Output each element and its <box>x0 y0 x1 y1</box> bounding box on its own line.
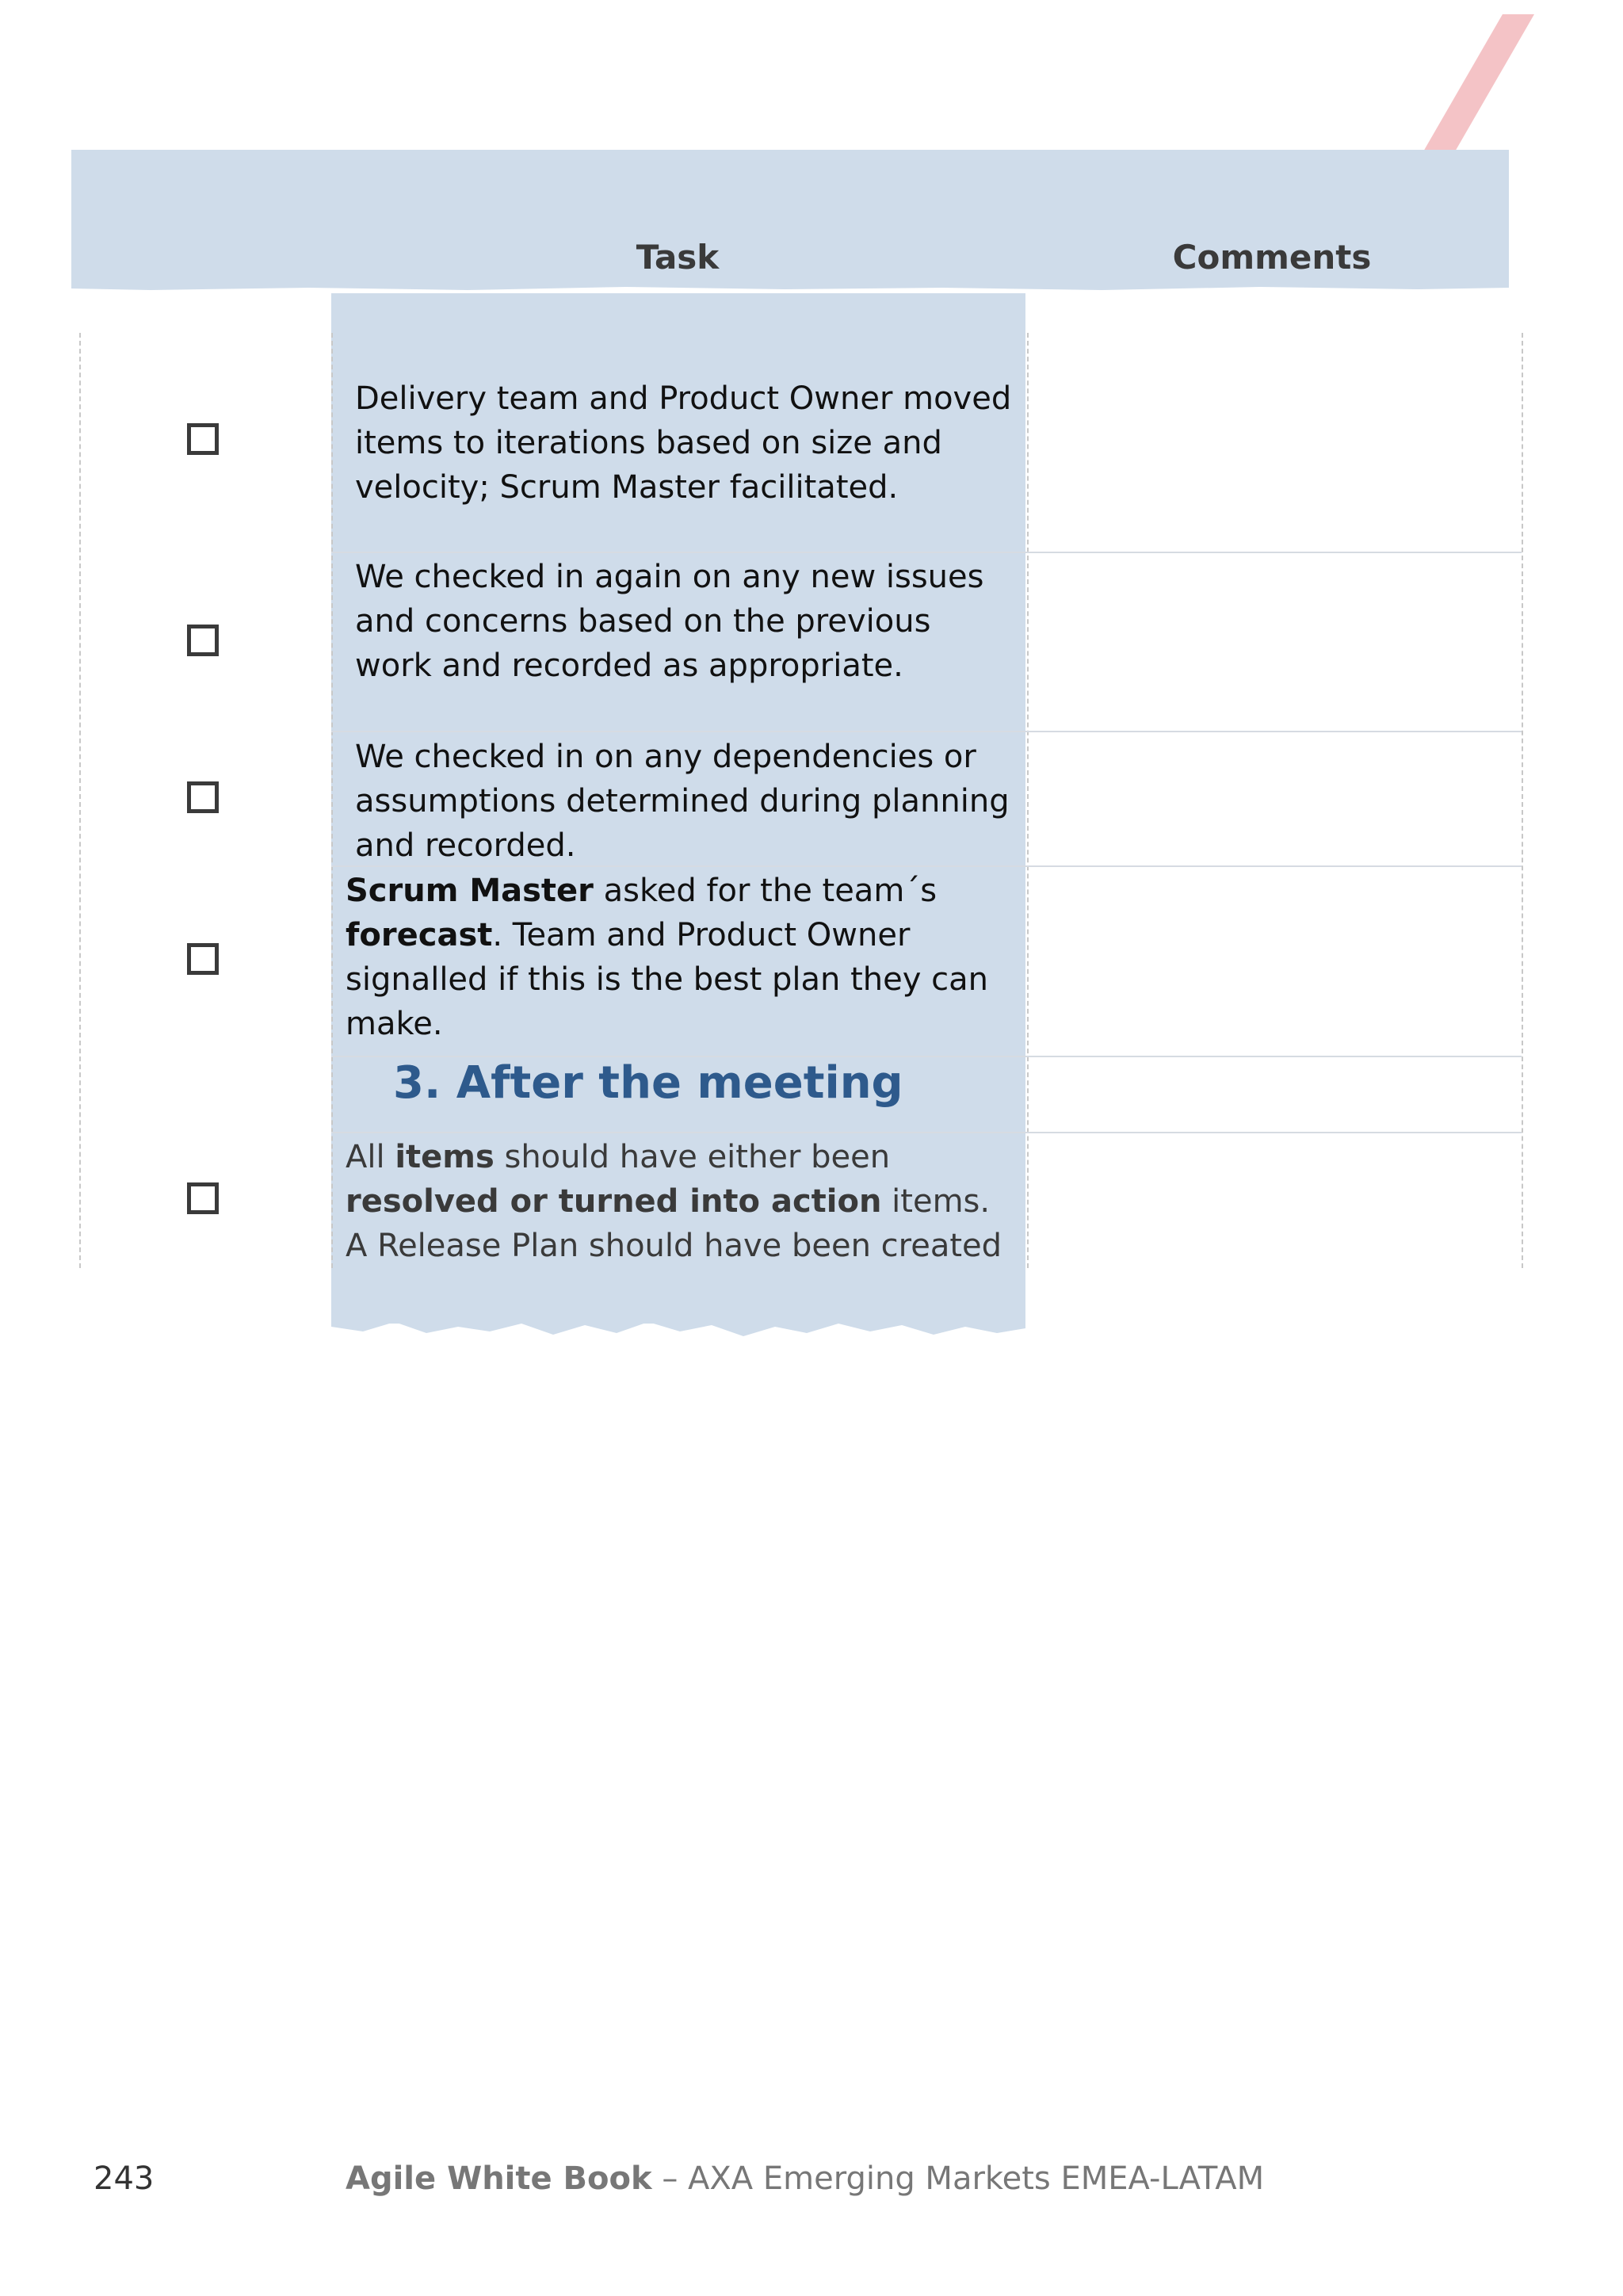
table-divider-task <box>331 333 333 1268</box>
task-checkbox-2[interactable] <box>187 625 219 656</box>
table-border-left <box>79 333 81 1268</box>
torn-edge-bottom <box>331 1309 1025 1338</box>
task-text-4-bold-forecast: forecast <box>346 917 493 953</box>
column-header-comments: Comments <box>1172 238 1372 277</box>
after-text-segment: should have either been <box>494 1139 891 1175</box>
footer-title <box>346 2160 1264 2197</box>
task-text-4 <box>346 869 1011 1046</box>
table-border-right <box>1522 333 1523 1268</box>
corner-decoration <box>1423 14 1534 153</box>
row-divider <box>331 1132 1522 1133</box>
task-text-4-segment: . Team and Product Owner signalled if this is the best plan they can make. <box>346 917 988 1042</box>
task-text-4-segment: asked for the team´s <box>593 873 938 909</box>
page-number: 243 <box>94 2160 155 2197</box>
section-title: 3. After the meeting <box>393 1057 903 1109</box>
after-text-bold-items: items <box>395 1139 495 1175</box>
row-divider <box>331 552 1522 553</box>
column-header-task: Task <box>636 238 720 277</box>
torn-edge <box>71 283 1509 294</box>
after-text-bold-resolved: resolved or turned into action <box>346 1183 882 1220</box>
row-divider <box>331 731 1522 732</box>
task-checkbox-1[interactable] <box>187 423 219 455</box>
task-text-4-bold-role: Scrum Master <box>346 873 594 909</box>
after-text-segment: All <box>346 1139 395 1175</box>
task-text-2: We checked in again on any new issues and concerns based on the previous work and recorded as appropriate. <box>355 559 984 684</box>
table-divider-comments <box>1027 333 1029 1268</box>
footer-subtitle: – AXA Emerging Markets EMEA-LATAM <box>651 2160 1265 2197</box>
task-text-1: Delivery team and Product Owner moved items to iterations based on size and velocity; Scrum Master facilitated. <box>355 380 1012 506</box>
footer-book-title: Agile White Book <box>346 2160 652 2197</box>
task-checkbox-4[interactable] <box>187 943 219 975</box>
after-text-segment: items. A Release Plan should have been created <box>346 1183 1002 1264</box>
after-meeting-text <box>346 1135 1019 1268</box>
task-checkbox-3[interactable] <box>187 781 219 813</box>
task-checkbox-5[interactable] <box>187 1182 219 1214</box>
task-text-3: We checked in on any dependencies or assumptions determined during planning and recorded. <box>355 739 1010 864</box>
